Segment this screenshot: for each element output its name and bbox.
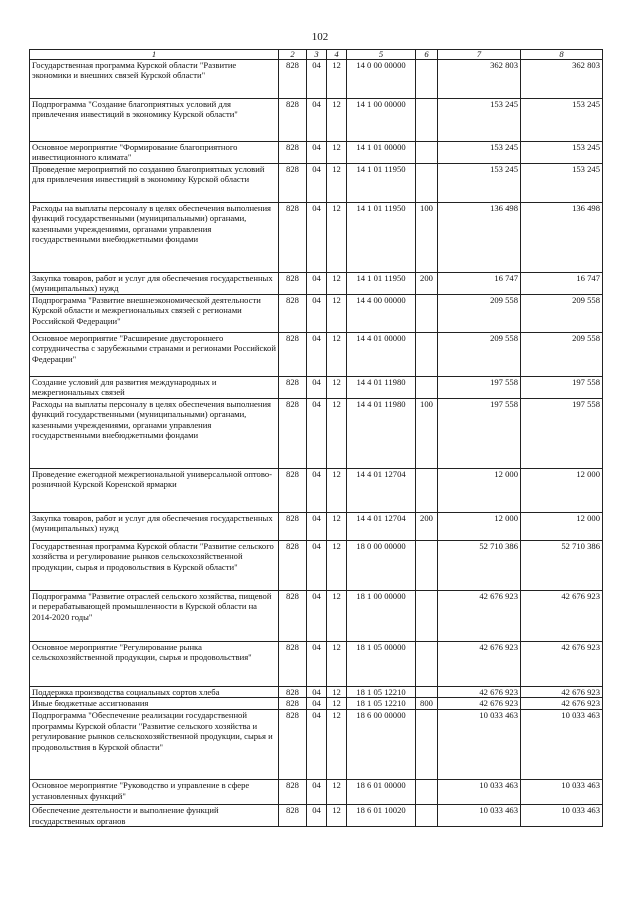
subsection-cell: 12 <box>327 333 347 377</box>
gr-code-cell: 828 <box>279 295 307 333</box>
amount-2018-cell: 12 000 <box>438 469 521 513</box>
subsection-cell: 12 <box>327 203 347 273</box>
subsection-cell: 12 <box>327 687 347 698</box>
section-cell: 04 <box>307 805 327 827</box>
gr-code-cell: 828 <box>279 805 307 827</box>
row-name-cell: Расходы на выплаты персоналу в целях обеспечения выполнения функций государственными (муниципальными) органами, казенными учреждениями, органами управления государственными внебюджетными фондами <box>30 203 279 273</box>
table-header-row <box>30 50 603 60</box>
gr-code-cell: 828 <box>279 687 307 698</box>
expense-type-cell <box>416 333 438 377</box>
column-header: 3 <box>307 50 327 60</box>
amount-2019-cell: 153 245 <box>521 164 603 203</box>
column-header: 2 <box>279 50 307 60</box>
row-name-cell: Основное мероприятие "Расширение двустороннего сотрудничества с зарубежными странами и регионами Российской Федерации" <box>30 333 279 377</box>
amount-2018-cell: 42 676 923 <box>438 642 521 687</box>
subsection-cell: 12 <box>327 273 347 295</box>
section-cell: 04 <box>307 642 327 687</box>
subsection-cell: 12 <box>327 780 347 805</box>
row-name-cell: Расходы на выплаты персоналу в целях обеспечения выполнения функций государственными (муниципальными) органами, казенными учреждениями, органами управления государственными внебюджетными фондами <box>30 399 279 469</box>
target-article-cell: 18 6 01 00000 <box>347 780 416 805</box>
target-article-cell: 14 4 01 11980 <box>347 377 416 399</box>
row-name-cell: Проведение ежегодной межрегиональной универсальной оптово-розничной Курской Коренской ярмарки <box>30 469 279 513</box>
amount-2018-cell: 42 676 923 <box>438 698 521 710</box>
target-article-cell: 18 1 05 00000 <box>347 642 416 687</box>
gr-code-cell: 828 <box>279 203 307 273</box>
subsection-cell: 12 <box>327 399 347 469</box>
amount-2018-cell: 197 558 <box>438 377 521 399</box>
section-cell: 04 <box>307 710 327 780</box>
gr-code-cell: 828 <box>279 591 307 642</box>
amount-2018-cell: 153 245 <box>438 164 521 203</box>
row-name-cell: Закупка товаров, работ и услуг для обеспечения государственных (муниципальных) нужд <box>30 513 279 541</box>
table-row <box>30 99 603 142</box>
amount-2018-cell: 42 676 923 <box>438 687 521 698</box>
subsection-cell: 12 <box>327 295 347 333</box>
amount-2018-cell: 209 558 <box>438 333 521 377</box>
table-row <box>30 710 603 780</box>
expense-type-cell <box>416 99 438 142</box>
column-header: 6 <box>416 50 438 60</box>
amount-2018-cell: 10 033 463 <box>438 780 521 805</box>
amount-2019-cell: 197 558 <box>521 399 603 469</box>
table-row <box>30 642 603 687</box>
section-cell: 04 <box>307 60 327 99</box>
budget-table <box>29 49 603 827</box>
subsection-cell: 12 <box>327 591 347 642</box>
amount-2019-cell: 362 803 <box>521 60 603 99</box>
section-cell: 04 <box>307 513 327 541</box>
amount-2019-cell: 42 676 923 <box>521 698 603 710</box>
table-row <box>30 698 603 710</box>
target-article-cell: 14 1 01 00000 <box>347 142 416 164</box>
row-name-cell: Проведение мероприятий по созданию благоприятных условий для привлечения инвестиций в экономику Курской области <box>30 164 279 203</box>
page-number: 102 <box>311 31 329 43</box>
amount-2019-cell: 209 558 <box>521 333 603 377</box>
subsection-cell: 12 <box>327 698 347 710</box>
section-cell: 04 <box>307 591 327 642</box>
expense-type-cell <box>416 591 438 642</box>
table-row <box>30 333 603 377</box>
section-cell: 04 <box>307 780 327 805</box>
row-name-cell: Обеспечение деятельности и выполнение функций государственных органов <box>30 805 279 827</box>
target-article-cell: 18 0 00 00000 <box>347 541 416 591</box>
target-article-cell: 18 1 05 12210 <box>347 698 416 710</box>
amount-2019-cell: 12 000 <box>521 469 603 513</box>
row-name-cell: Государственная программа Курской области "Развитие экономики и внешних связей Курской области" <box>30 60 279 99</box>
subsection-cell: 12 <box>327 513 347 541</box>
expense-type-cell: 100 <box>416 399 438 469</box>
target-article-cell: 14 4 00 00000 <box>347 295 416 333</box>
table-row <box>30 60 603 99</box>
row-name-cell: Закупка товаров, работ и услуг для обеспечения государственных (муниципальных) нужд <box>30 273 279 295</box>
expense-type-cell <box>416 469 438 513</box>
row-name-cell: Подпрограмма "Обеспечение реализации государственной программы Курской области "Развитие сельского хозяйства и регулирование рынков сельскохозяйственной продукции, сырья и продовольствия в Курской области" <box>30 710 279 780</box>
gr-code-cell: 828 <box>279 60 307 99</box>
amount-2019-cell: 209 558 <box>521 295 603 333</box>
expense-type-cell <box>416 805 438 827</box>
subsection-cell: 12 <box>327 469 347 513</box>
target-article-cell: 18 1 05 12210 <box>347 687 416 698</box>
gr-code-cell: 828 <box>279 377 307 399</box>
table-row <box>30 591 603 642</box>
section-cell: 04 <box>307 333 327 377</box>
gr-code-cell: 828 <box>279 642 307 687</box>
row-name-cell: Основное мероприятие "Формирование благоприятного инвестиционного климата" <box>30 142 279 164</box>
expense-type-cell <box>416 642 438 687</box>
expense-type-cell <box>416 164 438 203</box>
amount-2019-cell: 42 676 923 <box>521 642 603 687</box>
column-header: 7 <box>438 50 521 60</box>
subsection-cell: 12 <box>327 99 347 142</box>
subsection-cell: 12 <box>327 60 347 99</box>
gr-code-cell: 828 <box>279 333 307 377</box>
expense-type-cell <box>416 687 438 698</box>
expense-type-cell <box>416 60 438 99</box>
amount-2019-cell: 42 676 923 <box>521 591 603 642</box>
gr-code-cell: 828 <box>279 710 307 780</box>
amount-2019-cell: 16 747 <box>521 273 603 295</box>
gr-code-cell: 828 <box>279 469 307 513</box>
table-row <box>30 541 603 591</box>
target-article-cell: 18 1 00 00000 <box>347 591 416 642</box>
section-cell: 04 <box>307 99 327 142</box>
subsection-cell: 12 <box>327 377 347 399</box>
gr-code-cell: 828 <box>279 698 307 710</box>
amount-2018-cell: 16 747 <box>438 273 521 295</box>
column-header: 5 <box>347 50 416 60</box>
gr-code-cell: 828 <box>279 399 307 469</box>
gr-code-cell: 828 <box>279 780 307 805</box>
table-row <box>30 377 603 399</box>
expense-type-cell: 100 <box>416 203 438 273</box>
gr-code-cell: 828 <box>279 164 307 203</box>
table-row <box>30 469 603 513</box>
amount-2018-cell: 209 558 <box>438 295 521 333</box>
expense-type-cell <box>416 780 438 805</box>
table-row <box>30 164 603 203</box>
subsection-cell: 12 <box>327 164 347 203</box>
amount-2018-cell: 42 676 923 <box>438 591 521 642</box>
gr-code-cell: 828 <box>279 541 307 591</box>
amount-2019-cell: 136 498 <box>521 203 603 273</box>
amount-2018-cell: 362 803 <box>438 60 521 99</box>
section-cell: 04 <box>307 399 327 469</box>
row-name-cell: Подпрограмма "Развитие внешнеэкономической деятельности Курской области и межрегиональных связей с регионами Российской Федерации" <box>30 295 279 333</box>
amount-2018-cell: 153 245 <box>438 142 521 164</box>
expense-type-cell <box>416 377 438 399</box>
section-cell: 04 <box>307 295 327 333</box>
gr-code-cell: 828 <box>279 99 307 142</box>
row-name-cell: Основное мероприятие "Регулирование рынка сельскохозяйственной продукции, сырья и продовольствия" <box>30 642 279 687</box>
target-article-cell: 14 1 01 11950 <box>347 203 416 273</box>
gr-code-cell: 828 <box>279 273 307 295</box>
target-article-cell: 14 1 00 00000 <box>347 99 416 142</box>
subsection-cell: 12 <box>327 642 347 687</box>
amount-2019-cell: 42 676 923 <box>521 687 603 698</box>
amount-2018-cell: 10 033 463 <box>438 710 521 780</box>
target-article-cell: 14 0 00 00000 <box>347 60 416 99</box>
amount-2019-cell: 10 033 463 <box>521 805 603 827</box>
table-row <box>30 780 603 805</box>
amount-2019-cell: 10 033 463 <box>521 780 603 805</box>
row-name-cell: Иные бюджетные ассигнования <box>30 698 279 710</box>
section-cell: 04 <box>307 273 327 295</box>
table-row <box>30 295 603 333</box>
row-name-cell: Поддержка производства социальных сортов хлеба <box>30 687 279 698</box>
amount-2018-cell: 136 498 <box>438 203 521 273</box>
amount-2018-cell: 197 558 <box>438 399 521 469</box>
row-name-cell: Подпрограмма "Развитие отраслей сельского хозяйства, пищевой и перерабатывающей промышленности в Курской области на 2014-2020 годы" <box>30 591 279 642</box>
table-row <box>30 513 603 541</box>
target-article-cell: 18 6 00 00000 <box>347 710 416 780</box>
target-article-cell: 14 4 01 00000 <box>347 333 416 377</box>
section-cell: 04 <box>307 541 327 591</box>
row-name-cell: Создание условий для развития международных и межрегиональных связей <box>30 377 279 399</box>
table-row <box>30 805 603 827</box>
amount-2019-cell: 153 245 <box>521 99 603 142</box>
table-row <box>30 687 603 698</box>
amount-2018-cell: 12 000 <box>438 513 521 541</box>
section-cell: 04 <box>307 164 327 203</box>
target-article-cell: 14 1 01 11950 <box>347 273 416 295</box>
subsection-cell: 12 <box>327 805 347 827</box>
target-article-cell: 14 4 01 11980 <box>347 399 416 469</box>
expense-type-cell <box>416 142 438 164</box>
section-cell: 04 <box>307 469 327 513</box>
subsection-cell: 12 <box>327 142 347 164</box>
expense-type-cell <box>416 710 438 780</box>
gr-code-cell: 828 <box>279 142 307 164</box>
section-cell: 04 <box>307 142 327 164</box>
amount-2018-cell: 153 245 <box>438 99 521 142</box>
expense-type-cell: 800 <box>416 698 438 710</box>
amount-2018-cell: 52 710 386 <box>438 541 521 591</box>
subsection-cell: 12 <box>327 710 347 780</box>
target-article-cell: 18 6 01 10020 <box>347 805 416 827</box>
amount-2019-cell: 153 245 <box>521 142 603 164</box>
section-cell: 04 <box>307 687 327 698</box>
column-header: 1 <box>30 50 279 60</box>
amount-2019-cell: 197 558 <box>521 377 603 399</box>
target-article-cell: 14 4 01 12704 <box>347 513 416 541</box>
gr-code-cell: 828 <box>279 513 307 541</box>
column-header: 4 <box>327 50 347 60</box>
row-name-cell: Государственная программа Курской области "Развитие сельского хозяйства и регулирование рынков сельскохозяйственной продукции, сырья и продовольствия в Курской области" <box>30 541 279 591</box>
amount-2019-cell: 52 710 386 <box>521 541 603 591</box>
target-article-cell: 14 1 01 11950 <box>347 164 416 203</box>
section-cell: 04 <box>307 698 327 710</box>
target-article-cell: 14 4 01 12704 <box>347 469 416 513</box>
expense-type-cell <box>416 541 438 591</box>
amount-2018-cell: 10 033 463 <box>438 805 521 827</box>
section-cell: 04 <box>307 203 327 273</box>
table-row <box>30 399 603 469</box>
table-row <box>30 273 603 295</box>
expense-type-cell <box>416 295 438 333</box>
amount-2019-cell: 10 033 463 <box>521 710 603 780</box>
row-name-cell: Подпрограмма "Создание благоприятных условий для привлечения инвестиций в экономику Курской области" <box>30 99 279 142</box>
table-row <box>30 142 603 164</box>
table-row <box>30 203 603 273</box>
expense-type-cell: 200 <box>416 513 438 541</box>
column-header: 8 <box>521 50 603 60</box>
amount-2019-cell: 12 000 <box>521 513 603 541</box>
row-name-cell: Основное мероприятие "Руководство и управление в сфере установленных функций" <box>30 780 279 805</box>
expense-type-cell: 200 <box>416 273 438 295</box>
subsection-cell: 12 <box>327 541 347 591</box>
section-cell: 04 <box>307 377 327 399</box>
